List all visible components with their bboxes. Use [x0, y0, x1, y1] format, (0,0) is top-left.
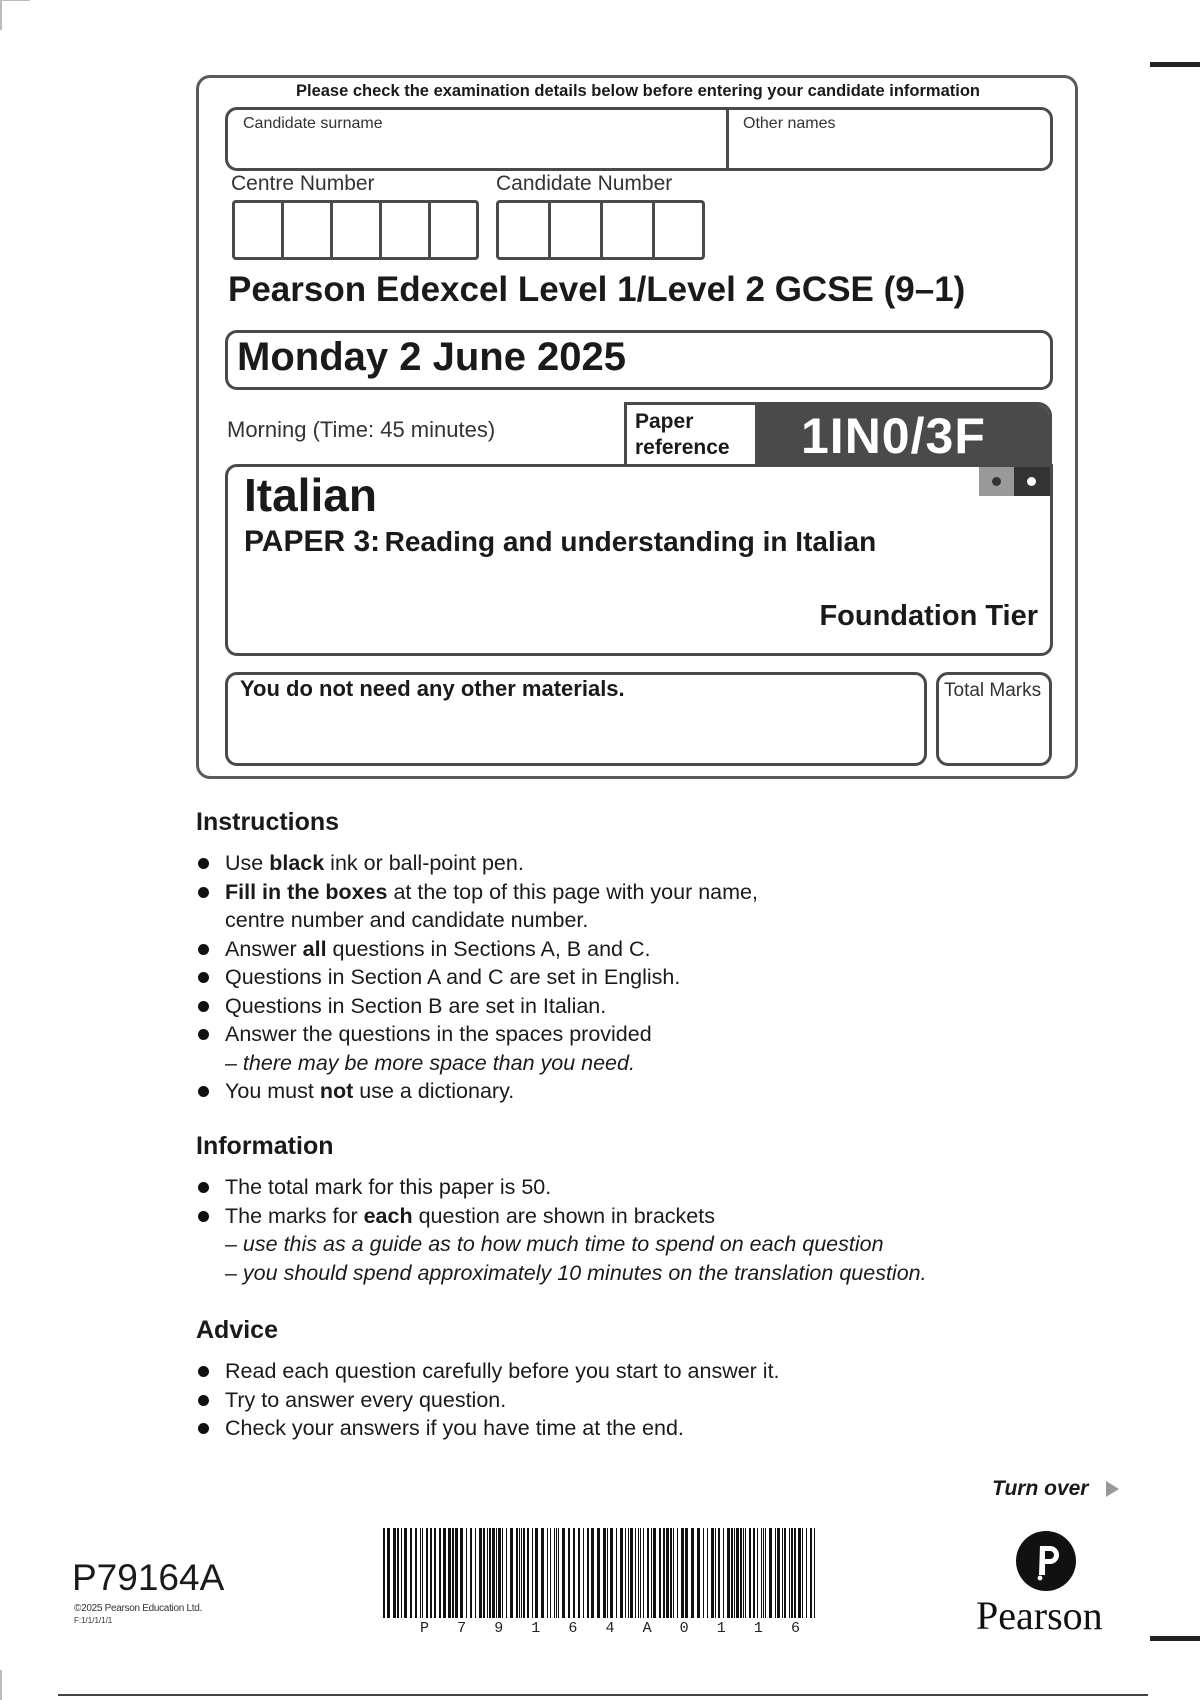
list-item: centre number and candidate number.: [225, 908, 589, 932]
barcode-bar: [653, 1528, 656, 1618]
list-item: Questions in Section A and C are set in English.: [196, 963, 956, 992]
barcode-bar: [670, 1528, 672, 1618]
list-item: Check your answers if you have time at the end.: [196, 1414, 996, 1443]
list-item: Answer all questions in Sections A, B and C.: [196, 935, 956, 964]
centre-number-boxes[interactable]: [232, 200, 479, 260]
barcode-bar: [496, 1528, 497, 1618]
barcode-bar: [775, 1528, 776, 1618]
barcode-bar: [703, 1528, 704, 1618]
crop-mark-top-left-h: [0, 0, 30, 2]
barcode-digit: A: [642, 1620, 652, 1637]
barcode-bar: [492, 1528, 495, 1618]
pearson-brand: Pearson: [976, 1593, 1103, 1638]
barcode-bar: [387, 1528, 390, 1618]
barcode-digit: P: [420, 1620, 430, 1637]
turn-over: Turn over: [992, 1477, 1119, 1501]
barcode-bar: [498, 1528, 501, 1618]
barcode-bar: [784, 1528, 786, 1618]
barcode-bar: [527, 1528, 529, 1618]
barcode-bar: [519, 1528, 520, 1618]
barcode-bar: [489, 1528, 491, 1618]
barcode-bar: [718, 1528, 720, 1618]
barcode-bar: [740, 1528, 742, 1618]
list-item: – there may be more space than you need.: [225, 1050, 635, 1075]
barcode-bar: [685, 1528, 688, 1618]
barcode-bar: [753, 1528, 755, 1618]
barcode-bar: [640, 1528, 641, 1618]
barcode-bar: [397, 1528, 399, 1618]
candidate-surname-field[interactable]: Candidate surname: [243, 115, 383, 132]
print-code: F:1/1/1/1/1: [74, 1616, 113, 1625]
barcode-bar: [782, 1528, 783, 1618]
barcode-bar: [479, 1528, 482, 1618]
tier-label: Foundation Tier: [819, 600, 1038, 632]
barcode-bar: [460, 1528, 463, 1618]
barcode-bar: [757, 1528, 758, 1618]
subject-title: Italian: [244, 469, 377, 521]
instructions-list: [196, 849, 956, 1106]
barcode-bar: [506, 1528, 507, 1618]
barcode-digit: 4: [605, 1620, 615, 1637]
crop-mark-bottom-left: [0, 1670, 32, 1700]
barcode-bar: [749, 1528, 751, 1618]
barcode-bar: [616, 1528, 617, 1618]
qualification-title: Pearson Edexcel Level 1/Level 2 GCSE (9–1): [228, 270, 966, 309]
barcode-digit: 9: [494, 1620, 504, 1637]
paper-reference-code: 1IN0/3F: [755, 405, 1049, 466]
barcode-bar: [620, 1528, 623, 1618]
barcode-bar: [681, 1528, 684, 1618]
barcode-bar: [777, 1528, 780, 1618]
barcode-bar: [470, 1528, 472, 1618]
exam-date: Monday 2 June 2025: [237, 335, 627, 379]
list-item: Try to answer every question.: [196, 1386, 996, 1415]
barcode-bar: [591, 1528, 594, 1618]
barcode-bar: [603, 1528, 606, 1618]
barcode-digit: 6: [568, 1620, 578, 1637]
barcode-bar: [475, 1528, 476, 1618]
barcode-bar: [806, 1528, 807, 1618]
barcode-bar: [647, 1528, 649, 1618]
barcode-bar: [643, 1528, 644, 1618]
barcode-bar: [422, 1528, 423, 1618]
paper-reference-label: Paper reference: [627, 405, 755, 466]
barcode-bar: [383, 1528, 385, 1618]
barcode-bar: [789, 1528, 790, 1618]
barcode-bar: [439, 1528, 441, 1618]
list-item: Answer the questions in the spaces provided: [196, 1020, 956, 1049]
barcode-bar: [635, 1528, 636, 1618]
barcode-bar: [638, 1528, 639, 1618]
materials-text: You do not need any other materials.: [240, 676, 625, 701]
list-item: – you should spend approximately 10 minutes on the translation question.: [225, 1260, 927, 1285]
barcode-bar: [715, 1528, 716, 1618]
barcode-bar: [607, 1528, 608, 1618]
barcode-bar: [483, 1528, 485, 1618]
advice-list: [196, 1357, 996, 1443]
barcode-bar: [535, 1528, 538, 1618]
barcode-bar: [516, 1528, 518, 1618]
barcode-bar: [673, 1528, 674, 1618]
instructions-heading: Instructions: [196, 808, 340, 836]
barcode-bar: [443, 1528, 446, 1618]
barcode-bar: [798, 1528, 801, 1618]
barcode-bar: [731, 1528, 733, 1618]
other-names-field[interactable]: Other names: [743, 115, 836, 132]
barcode-bar: [393, 1528, 396, 1618]
barcode-bar: [562, 1528, 565, 1618]
barcode-bar: [547, 1528, 548, 1618]
name-divider: [726, 108, 729, 170]
page-edge-mark-bottom-right: [1150, 1636, 1200, 1641]
barcode-bar: [666, 1528, 669, 1618]
barcode-bar: [697, 1528, 700, 1618]
barcode-bar: [745, 1528, 746, 1618]
barcode-bar: [802, 1528, 803, 1618]
page-bottom-rule: [58, 1694, 1148, 1696]
barcode-bar: [791, 1528, 793, 1618]
exam-session: Morning (Time: 45 minutes): [227, 417, 496, 442]
advice-heading: Advice: [196, 1316, 278, 1344]
paper-code: P79164A: [72, 1557, 225, 1598]
barcode-bar: [707, 1528, 708, 1618]
barcode-bar: [610, 1528, 613, 1618]
barcode-bar: [415, 1528, 417, 1618]
barcode-bar: [410, 1528, 412, 1618]
barcode-bar: [597, 1528, 600, 1618]
check-notice: Please check the examination details below before entering your candidate information: [295, 82, 980, 100]
barcode-bar: [659, 1528, 661, 1618]
barcode-bar: [761, 1528, 762, 1618]
barcode-digits: [420, 1620, 800, 1637]
page-edge-mark-top-right: [1150, 62, 1200, 67]
barcode-bar: [523, 1528, 525, 1618]
copyright: ©2025 Pearson Education Ltd.: [74, 1603, 202, 1614]
candidate-number-boxes[interactable]: [496, 200, 705, 260]
barcode-bar: [455, 1528, 458, 1618]
list-item: The marks for each question are shown in brackets: [196, 1202, 996, 1231]
triangle-right-icon: [1106, 1481, 1119, 1497]
list-item: The total mark for this paper is 50.: [196, 1173, 996, 1202]
total-marks-label: Total Marks: [944, 680, 1042, 701]
subject-corner-dots: [979, 467, 1050, 496]
barcode-bar: [711, 1528, 714, 1618]
barcode-bar: [568, 1528, 570, 1618]
barcode-bar: [487, 1528, 488, 1618]
barcode-bar: [578, 1528, 580, 1618]
barcode-bar: [430, 1528, 432, 1618]
barcode-bar: [625, 1528, 626, 1618]
barcode-bar: [691, 1528, 694, 1618]
barcode-bar: [434, 1528, 436, 1618]
barcode-digit: 1: [753, 1620, 763, 1637]
barcode-bar: [587, 1528, 589, 1618]
centre-number-label: Centre Number: [231, 172, 375, 195]
barcode-bar: [521, 1528, 522, 1618]
barcode-digit: 7: [457, 1620, 467, 1637]
list-item: – use this as a guide as to how much time to spend on each question: [225, 1232, 884, 1256]
barcode-bar: [814, 1528, 815, 1618]
barcode-bar: [723, 1528, 724, 1618]
barcode-bar: [763, 1528, 764, 1618]
barcode-bar: [426, 1528, 428, 1618]
information-list: [196, 1173, 996, 1287]
list-item: Fill in the boxes at the top of this page with your name,: [196, 878, 956, 907]
crop-mark-top-left: [0, 0, 32, 30]
barcode-bar: [554, 1528, 555, 1618]
barcode-bar: [541, 1528, 544, 1618]
barcode-bar: [736, 1528, 739, 1618]
barcode-bar: [420, 1528, 421, 1618]
paper-reference-box: [624, 402, 1052, 466]
barcode-bar: [769, 1528, 772, 1618]
barcode-digit: 1: [531, 1620, 541, 1637]
barcode-bar: [743, 1528, 744, 1618]
barcode-digit: 0: [679, 1620, 689, 1637]
barcode-bar: [734, 1528, 735, 1618]
barcode: [383, 1528, 819, 1624]
barcode-bar: [663, 1528, 665, 1618]
barcode-bar: [448, 1528, 451, 1618]
paper-title: PAPER 3: Reading and understanding in Italian: [244, 525, 877, 558]
barcode-bar: [677, 1528, 678, 1618]
barcode-bar: [404, 1528, 407, 1618]
barcode-digit: 6: [790, 1620, 800, 1637]
barcode-bar: [794, 1528, 796, 1618]
barcode-bar: [651, 1528, 652, 1618]
barcode-bar: [401, 1528, 402, 1618]
barcode-bar: [727, 1528, 730, 1618]
barcode-bar: [502, 1528, 503, 1618]
barcode-bar: [573, 1528, 575, 1618]
list-item: Questions in Section B are set in Italian.: [196, 992, 956, 1021]
barcode-bar: [810, 1528, 812, 1618]
list-item: You must not use a dictionary.: [196, 1077, 956, 1106]
barcode-bar: [558, 1528, 559, 1618]
barcode-bar: [510, 1528, 513, 1618]
barcode-bar: [550, 1528, 551, 1618]
candidate-number-label: Candidate Number: [496, 172, 673, 195]
barcode-bar: [630, 1528, 633, 1618]
barcode-digit: 1: [716, 1620, 726, 1637]
barcode-bar: [765, 1528, 766, 1618]
barcode-bar: [583, 1528, 584, 1618]
list-item: Use black ink or ball-point pen.: [196, 849, 956, 878]
pearson-logo-icon: [1016, 1531, 1076, 1591]
list-item: Read each question carefully before you start to answer it.: [196, 1357, 996, 1386]
barcode-bar: [452, 1528, 454, 1618]
barcode-bar: [532, 1528, 533, 1618]
barcode-bar: [466, 1528, 467, 1618]
information-heading: Information: [196, 1132, 334, 1160]
barcode-bar: [556, 1528, 557, 1618]
barcode-bar: [628, 1528, 629, 1618]
